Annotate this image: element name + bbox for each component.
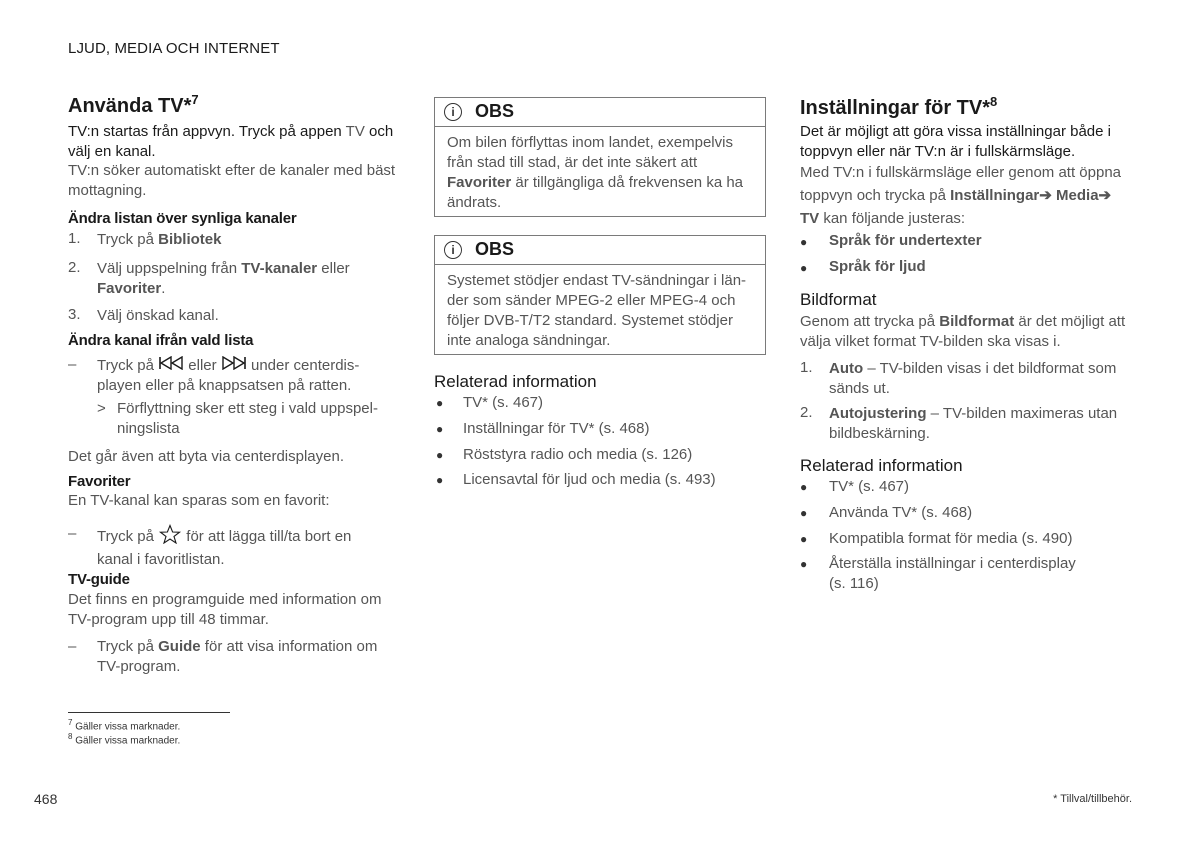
subheading-change-list: Ändra listan över synliga kanaler (68, 210, 297, 227)
obs-body (435, 127, 765, 221)
option-auto: Auto (829, 360, 864, 377)
obs-line: Om bilen förflyttas inom landet, exempelvis (447, 134, 733, 151)
obs-title: OBS (475, 101, 515, 121)
menu-bildformat: Bildformat (939, 313, 1015, 330)
bullet: ● (436, 396, 444, 410)
related-link-text[interactable]: (s. 116) (829, 575, 879, 592)
related-link-text[interactable]: Återställa inställningar i centerdisplay (829, 555, 1076, 572)
related-link[interactable]: Använda TV* (s. 468) (829, 504, 973, 521)
page-section-header: LJUD, MEDIA OCH INTERNET (68, 40, 280, 57)
star-icon (158, 524, 182, 550)
option-subtitle-language: Språk för undertexter (829, 232, 982, 249)
step-text: . (161, 280, 166, 297)
obs-note-standards (434, 235, 766, 355)
menu-tv-kanaler: TV-kanaler (241, 260, 318, 277)
paragraph-text: är det möjligt att (1014, 313, 1126, 330)
bullet: ● (800, 480, 808, 494)
lead-paragraph (800, 122, 1140, 162)
footnote-number: 7 (68, 718, 73, 727)
guide-desc-line: TV-program upp till 48 timmar. (68, 611, 269, 628)
guide-desc (68, 590, 408, 630)
instruction-text: TV-program. (97, 658, 181, 675)
menu-favoriter: Favoriter (447, 174, 512, 191)
dash-marker: – (68, 638, 77, 655)
bullet: ● (800, 557, 808, 571)
menu-installningar: Inställningar (950, 187, 1040, 204)
footnote-ref-7[interactable]: 7 (191, 92, 199, 107)
obs-line: ändrats. (447, 194, 502, 211)
bullet: ● (800, 506, 808, 520)
format-text: sänds ut. (829, 380, 890, 397)
change-channel-instruction (97, 356, 397, 396)
instruction-text: Tryck på (97, 527, 159, 545)
menu-tv: TV (800, 210, 820, 227)
paragraph-text: kan följande justeras: (819, 210, 966, 227)
format-auto (829, 359, 1139, 399)
obs-body (435, 265, 765, 359)
instruction-text: Tryck på (97, 357, 159, 374)
option-autojustering: Autojustering (829, 405, 927, 422)
footnote-divider (68, 712, 230, 713)
bullet: ● (800, 261, 808, 275)
related-link[interactable]: Inställningar för TV* (s. 468) (463, 420, 650, 437)
subheading-picture-format: Bildformat (800, 290, 877, 309)
step-number: 2. (68, 259, 81, 276)
subheading-change-channel: Ändra kanal ifrån vald lista (68, 332, 254, 349)
related-link[interactable]: TV* (s. 467) (463, 394, 544, 411)
footnote-number: 8 (68, 732, 73, 741)
format-text: – TV-bilden maximeras utan (926, 405, 1118, 422)
result-line: Förflyttning sker ett steg i vald uppspel- (117, 400, 378, 417)
paragraph-line: Med TV:n i fullskärmsläge eller genom att öppna (800, 164, 1121, 181)
related-link[interactable]: Licensavtal för ljud och media (s. 493) (463, 471, 716, 488)
step-number: 1. (68, 230, 81, 247)
step-number: 2. (800, 404, 813, 421)
footnote-text: Gäller vissa marknader. (75, 735, 181, 747)
footnote-7 (68, 718, 180, 732)
picture-format-desc (800, 312, 1140, 352)
format-autojustering (829, 404, 1139, 444)
related-link[interactable] (829, 554, 1129, 594)
centerdisplay-note: Det går även att byta via centerdisplayen. (68, 448, 344, 465)
related-info-heading: Relaterad information (800, 456, 963, 475)
paragraph-text: toppvyn och trycka på (800, 187, 951, 204)
obs-line: der som sänder MPEG-2 eller MPEG-4 och (447, 292, 736, 309)
step-number: 1. (800, 359, 813, 376)
related-link[interactable]: TV* (s. 467) (829, 478, 910, 495)
optional-equipment-note: * Tillval/tillbehör. (1053, 793, 1132, 805)
instruction-text: för att visa information om (200, 638, 378, 655)
footnote-text: Gäller vissa marknader. (75, 721, 181, 733)
instruction-text: eller (184, 357, 221, 374)
heading-text: Använda TV* (68, 95, 192, 117)
menu-guide: Guide (158, 638, 201, 655)
menu-favoriter: Favoriter (97, 280, 162, 297)
obs-line: Systemet stödjer endast TV-sändningar i län- (447, 272, 747, 289)
instruction-text: kanal i favoritlistan. (97, 551, 225, 568)
instruction-text: för att lägga till/ta bort en (182, 527, 352, 545)
arrow-right-icon: ➔ (1039, 187, 1052, 204)
arrow-right-icon: ➔ (1098, 187, 1112, 204)
paragraph-text: välja vilket format TV-bilden ska visas i. (800, 333, 1061, 350)
result-marker: > (97, 400, 106, 417)
lead-paragraph (68, 122, 408, 162)
intro-paragraph: TV:n söker automatiskt efter de kanaler med bäst mottagning. (68, 162, 396, 199)
lead-line: Det är möjligt att göra vissa inställningar både i (800, 123, 1111, 140)
step-number: 3. (68, 306, 81, 323)
heading-use-tv (68, 92, 199, 118)
instruction-text: Tryck på (97, 638, 159, 655)
settings-path-paragraph (800, 161, 1140, 230)
obs-line: inte analoga sändningar. (447, 332, 611, 349)
skip-back-icon (158, 356, 184, 376)
instruction-text: playen eller på knappsatsen på ratten. (97, 377, 352, 395)
guide-instruction (97, 637, 397, 677)
bullet: ● (436, 448, 444, 462)
app-name-tv: TV (345, 123, 365, 140)
dash-marker: – (68, 356, 77, 373)
step-2 (97, 259, 397, 299)
subheading-tv-guide: TV-guide (68, 571, 130, 588)
obs-line: från stad till stad, är det inte säkert att (447, 154, 698, 171)
subheading-favorites: Favoriter (68, 473, 131, 490)
step-text: Välj uppspelning från (97, 260, 242, 277)
heading-text: Inställningar för TV* (800, 97, 991, 119)
menu-bibliotek: Bibliotek (158, 231, 222, 248)
step-1 (97, 230, 221, 250)
guide-desc-line: Det finns en programguide med information om (68, 591, 382, 608)
footnote-8 (68, 732, 180, 746)
obs-line: följer DVB-T/T2 standard. Systemet stödjer (447, 312, 733, 329)
paragraph-text: Genom att trycka på (800, 313, 940, 330)
menu-media: Media (1056, 187, 1099, 204)
favorite-instruction (97, 524, 397, 570)
result-text (117, 399, 407, 439)
bullet: ● (436, 422, 444, 436)
obs-note-favorites (434, 97, 766, 217)
obs-header (435, 236, 765, 265)
info-icon: i (444, 103, 462, 121)
result-line: ningslista (117, 420, 180, 437)
lead-line: toppvyn eller när TV:n är i fullskärmsläge. (800, 143, 1076, 160)
favorites-desc: En TV-kanal kan sparas som en favorit: (68, 492, 330, 509)
option-audio-language: Språk för ljud (829, 258, 926, 275)
bullet: ● (800, 532, 808, 546)
step-3: Välj önskad kanal. (97, 307, 219, 324)
info-icon: i (444, 241, 462, 259)
page-number: 468 (34, 791, 58, 807)
step-text: eller (317, 260, 350, 277)
lead-text-end: och välj en kanal. (68, 123, 394, 160)
related-info-heading: Relaterad information (434, 372, 597, 391)
heading-tv-settings (800, 94, 998, 120)
obs-title: OBS (475, 239, 515, 259)
bullet: ● (800, 235, 808, 249)
step-text: Tryck på (97, 231, 159, 248)
bullet: ● (436, 473, 444, 487)
instruction-text: under centerdis- (246, 357, 360, 374)
related-link[interactable]: Kompatibla format för media (s. 490) (829, 530, 1073, 547)
obs-header (435, 98, 765, 127)
format-text: – TV-bilden visas i det bildformat som (863, 360, 1117, 377)
format-text: bildbeskärning. (829, 425, 930, 442)
skip-forward-icon (221, 356, 247, 376)
dash-marker: – (68, 525, 77, 542)
obs-line: är tillgängliga då frekvensen ka ha (511, 174, 744, 191)
lead-text: TV:n startas från appvyn. Tryck på appen (68, 123, 346, 140)
footnote-ref-8[interactable]: 8 (990, 94, 998, 109)
related-link[interactable]: Röststyra radio och media (s. 126) (463, 446, 693, 463)
